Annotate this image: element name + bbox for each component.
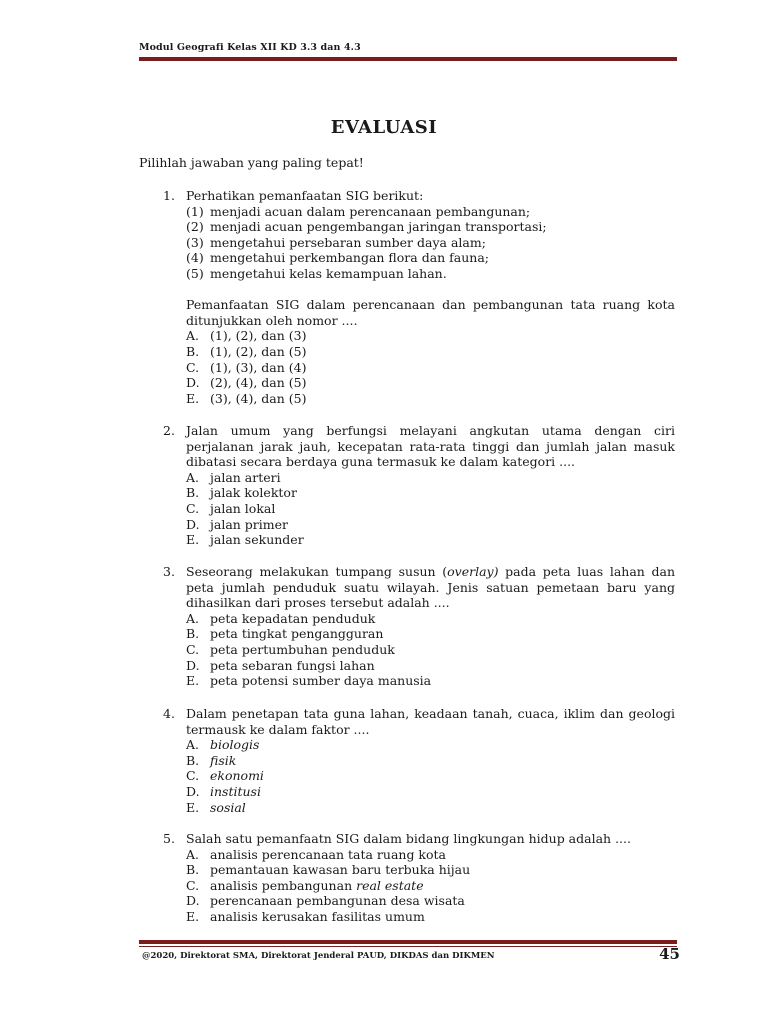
option-text: (1), (3), dan (4) xyxy=(210,359,307,375)
page-number: 45 xyxy=(659,945,680,963)
question-text: Seseorang melakukan tumpang susun (overlay) pada peta luas lahan dan peta jumlah penduduk suatu wilayah. Jenis satuan pemetaan baru yang dihasilkan dari proses tersebut adalah .... xyxy=(186,564,675,611)
statement-text: mengetahui persebaran sumber daya alam; xyxy=(210,234,486,250)
option-label: C. xyxy=(186,641,200,657)
option-text: (1), (2), dan (5) xyxy=(210,343,307,359)
question-number: 2. xyxy=(163,423,175,438)
question-number: 5. xyxy=(163,831,175,846)
option-text: analisis perencanaan tata ruang kota xyxy=(210,846,447,862)
question-1 xyxy=(163,188,675,406)
option-text: peta tingkat pengangguran xyxy=(210,626,384,642)
answer-option xyxy=(186,360,675,376)
option-label: A. xyxy=(186,469,200,485)
question-4 xyxy=(163,706,675,815)
answer-option xyxy=(186,909,675,925)
option-text: institusi xyxy=(210,783,261,799)
statement-item xyxy=(186,235,675,251)
option-label: E. xyxy=(186,799,200,815)
question-text: Dalam penetapan tata guna lahan, keadaan tanah, cuaca, iklim dan geologi termausk ke dalam faktor .... xyxy=(186,706,675,737)
answer-option xyxy=(186,878,675,894)
statement-item xyxy=(186,250,675,266)
option-label: B. xyxy=(186,626,200,642)
answer-option xyxy=(186,391,675,407)
answer-option xyxy=(186,501,675,517)
statement-text: mengetahui perkembangan flora dan fauna; xyxy=(210,250,490,266)
option-text: jalan primer xyxy=(210,516,289,532)
answer-option xyxy=(186,485,675,501)
statement-text: mengetahui kelas kemampuan lahan. xyxy=(210,265,447,281)
answer-option xyxy=(186,532,675,548)
option-label: E. xyxy=(186,673,200,689)
answer-option xyxy=(186,737,675,753)
statement-label: (5) xyxy=(186,265,204,281)
statement-item xyxy=(186,219,675,235)
option-text: peta kepadatan penduduk xyxy=(210,610,376,626)
option-text: peta pertumbuhan penduduk xyxy=(210,641,395,657)
option-text: peta sebaran fungsi lahan xyxy=(210,657,375,673)
option-text: jalan arteri xyxy=(210,469,281,485)
answer-option xyxy=(186,658,675,674)
option-label: B. xyxy=(186,485,200,501)
option-text: sosial xyxy=(210,799,246,815)
option-label: C. xyxy=(186,500,200,516)
option-label: E. xyxy=(186,532,200,548)
question-text: Salah satu pemanfaatn SIG dalam bidang lingkungan hidup adalah .... xyxy=(186,831,631,846)
answer-option xyxy=(186,753,675,769)
option-label: C. xyxy=(186,359,200,375)
option-label: A. xyxy=(186,328,200,344)
option-label: D. xyxy=(186,783,200,799)
answer-option xyxy=(186,673,675,689)
option-text: jalan lokal xyxy=(210,500,276,516)
answer-option xyxy=(186,784,675,800)
option-text: analisis kerusakan fasilitas umum xyxy=(210,908,425,924)
answer-option xyxy=(186,642,675,658)
answer-option xyxy=(186,611,675,627)
option-label: A. xyxy=(186,846,200,862)
question-text: Jalan umum yang berfungsi melayani angkutan utama dengan ciri perjalanan jarak jauh, kecepatan rata-rata tinggi dan jumlah jalan masuk dibatasi secara berdaya guna termasuk ke dalam kategori .... xyxy=(186,423,675,470)
option-text: fisik xyxy=(210,752,237,768)
option-text: (2), (4), dan (5) xyxy=(210,375,307,391)
answer-option xyxy=(186,768,675,784)
question-number: 1. xyxy=(163,188,175,203)
instruction-text: Pilihlah jawaban yang paling tepat! xyxy=(139,155,364,170)
footer-divider-thin xyxy=(139,946,677,947)
statement-label: (2) xyxy=(186,219,204,235)
statement-label: (3) xyxy=(186,234,204,250)
option-text: (3), (4), dan (5) xyxy=(210,390,307,406)
option-label: A. xyxy=(186,737,200,753)
option-label: D. xyxy=(186,893,200,909)
italic-term: overlay) xyxy=(447,564,499,579)
option-text: biologis xyxy=(210,737,260,753)
question-number: 4. xyxy=(163,706,175,721)
answer-option xyxy=(186,893,675,909)
statement-label: (4) xyxy=(186,250,204,266)
page-title: EVALUASI xyxy=(330,117,438,138)
statement-text: menjadi acuan pengembangan jaringan transportasi; xyxy=(210,219,547,235)
question-3 xyxy=(163,564,675,689)
answer-option xyxy=(186,800,675,816)
statement-item xyxy=(186,266,675,282)
answer-option xyxy=(186,344,675,360)
option-text: analisis pembangunan real estate xyxy=(210,877,424,893)
statement-item xyxy=(186,204,675,220)
question-text: Perhatikan pemanfaatan SIG berikut: xyxy=(186,188,424,203)
question-number: 3. xyxy=(163,564,175,579)
option-label: B. xyxy=(186,862,200,878)
option-text: jalan sekunder xyxy=(210,532,304,548)
option-label: B. xyxy=(186,343,200,359)
answer-option xyxy=(186,375,675,391)
answer-option xyxy=(186,470,675,486)
option-text: perencanaan pembangunan desa wisata xyxy=(210,893,465,909)
option-label: E. xyxy=(186,908,200,924)
option-label: D. xyxy=(186,657,200,673)
option-label: C. xyxy=(186,877,200,893)
statement-text: menjadi acuan dalam perencanaan pembangunan; xyxy=(210,203,531,219)
question-5 xyxy=(163,831,675,925)
option-text: jalak kolektor xyxy=(210,485,297,501)
option-text: (1), (2), dan (3) xyxy=(210,328,307,344)
footer-copyright: @2020, Direktorat SMA, Direktorat Jenderal PAUD, DIKDAS dan DIKMEN xyxy=(142,951,495,961)
answer-option xyxy=(186,328,675,344)
question-prompt: Pemanfaatan SIG dalam perencanaan dan pembangunan tata ruang kota ditunjukkan oleh nomor .... xyxy=(186,297,675,328)
option-label: B. xyxy=(186,752,200,768)
answer-option xyxy=(186,626,675,642)
option-text: ekonomi xyxy=(210,768,264,784)
option-text: peta potensi sumber daya manusia xyxy=(210,673,432,689)
option-label: D. xyxy=(186,375,200,391)
answer-option xyxy=(186,517,675,533)
footer-divider xyxy=(139,940,677,944)
option-label: E. xyxy=(186,390,200,406)
answer-option xyxy=(186,862,675,878)
module-header: Modul Geografi Kelas XII KD 3.3 dan 4.3 xyxy=(139,42,361,53)
header-divider xyxy=(139,57,677,61)
option-text: pemantauan kawasan baru terbuka hijau xyxy=(210,862,471,878)
statement-label: (1) xyxy=(186,203,204,219)
option-label: A. xyxy=(186,610,200,626)
question-2 xyxy=(163,423,675,548)
answer-option xyxy=(186,847,675,863)
option-label: D. xyxy=(186,516,200,532)
option-label: C. xyxy=(186,768,200,784)
italic-term: real estate xyxy=(356,877,424,893)
